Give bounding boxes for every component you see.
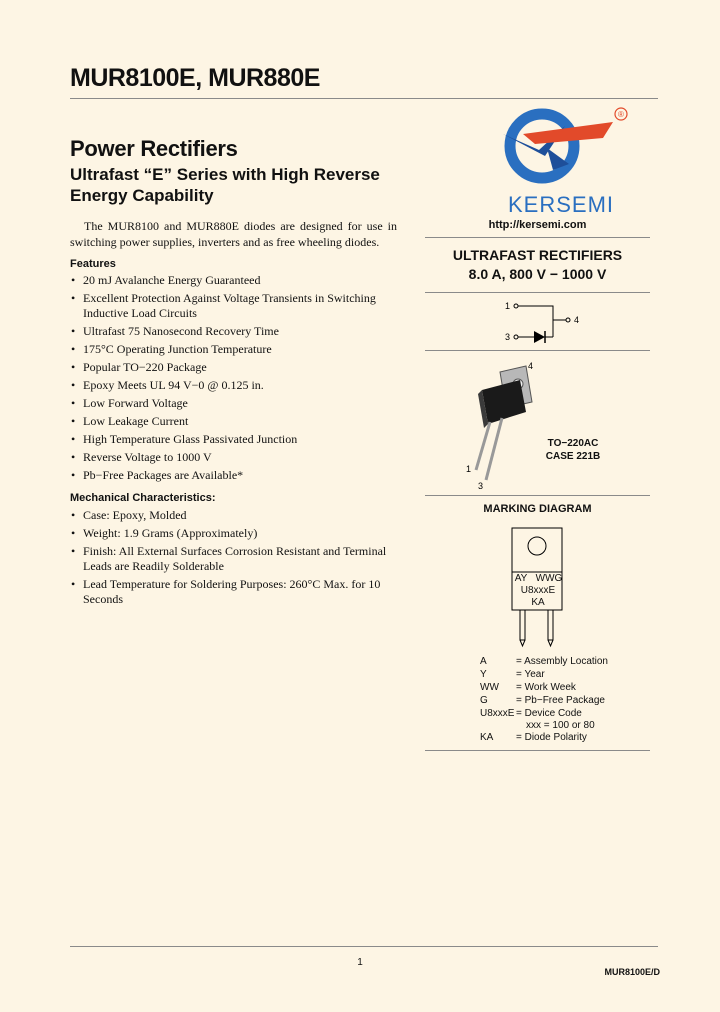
marking-lead-right <box>548 610 553 640</box>
document-id: MUR8100E/D <box>604 967 660 977</box>
mechanical-list <box>70 508 400 610</box>
pin-3-terminal <box>514 335 518 339</box>
legend-value: = Device Code <box>516 708 582 719</box>
to220-package-image <box>460 358 550 492</box>
package-body <box>482 380 526 424</box>
legend-key: Y <box>480 669 487 680</box>
registered-mark: ® <box>618 110 624 119</box>
mechanical-heading: Mechanical Characteristics: <box>70 492 216 504</box>
schematic-pin-1: 1 <box>504 301 510 311</box>
marking-diagram-title: MARKING DIAGRAM <box>483 503 592 515</box>
mechanical-item: • Lead Temperature for Soldering Purposes: 260°C Max. for 10 Seconds <box>70 577 400 607</box>
marking-wwg: WWG <box>535 573 563 584</box>
feature-item: • 175°C Operating Junction Temperature <box>70 342 400 357</box>
legend-value: = Diode Polarity <box>516 732 587 743</box>
website-link[interactable]: http://kersemi.com <box>488 219 587 231</box>
package-pin-3: 3 <box>478 481 484 491</box>
marking-device-code: U8xxxE <box>520 585 556 596</box>
mechanical-item: • Finish: All External Surfaces Corrosion Resistant and Terminal Leads are Readily Solderable <box>70 544 400 574</box>
package-pin-1: 1 <box>466 464 472 474</box>
document-title: MUR8100E, MUR880E <box>70 64 320 92</box>
marking-lead-left-tip <box>520 640 525 646</box>
footer-divider <box>70 946 658 947</box>
mechanical-item: • Case: Epoxy, Molded <box>70 508 400 523</box>
box-divider-2 <box>425 292 650 293</box>
marking-tab-hole <box>528 537 546 555</box>
package-name: TO−220AC <box>547 438 599 449</box>
box-divider-3 <box>425 350 650 351</box>
schematic-pin-3: 3 <box>504 332 510 342</box>
product-subtitle <box>70 164 400 206</box>
rectifier-rating: 8.0 A, 800 V − 1000 V <box>468 266 607 282</box>
marking-tab <box>512 528 562 572</box>
legend-value: = Pb−Free Package <box>516 695 605 706</box>
intro-paragraph: The MUR8100 and MUR880E diodes are designed for use in switching power supplies, inverters and as free wheeling diodes. <box>70 219 397 249</box>
brand-name: KERSEMI <box>507 192 615 216</box>
case-label <box>530 437 616 463</box>
box-divider-top <box>425 237 650 238</box>
mechanical-item: • Weight: 1.9 Grams (Approximately) <box>70 526 400 541</box>
rectifier-title <box>425 246 650 284</box>
page-number: 1 <box>357 957 363 968</box>
pin-4-terminal <box>566 318 570 322</box>
legend-value: = Assembly Location <box>516 656 608 667</box>
features-heading: Features <box>70 258 116 270</box>
cathode-wire <box>518 306 553 320</box>
schematic-pin-4: 4 <box>574 315 580 325</box>
product-title: Power Rectifiers <box>70 136 238 161</box>
package-pin-4: 4 <box>528 361 534 371</box>
logo-ring <box>510 114 574 178</box>
legend-key: KA <box>480 732 494 743</box>
legend-key: U8xxxE <box>480 708 515 719</box>
feature-item: • Pb−Free Packages are Available* <box>70 468 400 483</box>
rectifier-type: ULTRAFAST RECTIFIERS <box>452 247 623 263</box>
box-divider-bottom <box>425 750 650 751</box>
diode-symbol <box>534 331 545 343</box>
feature-item: • Excellent Protection Against Voltage Transients in Switching Inductive Load Circuits <box>70 291 400 321</box>
package-lead-1 <box>476 422 490 470</box>
legend-value: xxx = 100 or 80 <box>526 720 595 731</box>
feature-item: • 20 mJ Avalanche Energy Guaranteed <box>70 273 400 288</box>
subtitle-line-2: Energy Capability <box>70 186 214 205</box>
feature-item: • High Temperature Glass Passivated Junction <box>70 432 400 447</box>
legend-key: A <box>480 656 487 667</box>
title-divider <box>70 98 658 99</box>
box-divider-4 <box>425 495 650 496</box>
feature-item: • Popular TO−220 Package <box>70 360 400 375</box>
feature-item: • Epoxy Meets UL 94 V−0 @ 0.125 in. <box>70 378 400 393</box>
subtitle-line-1: Ultrafast “E” Series with High Reverse <box>70 165 380 184</box>
legend-value: = Work Week <box>516 682 576 693</box>
feature-item: • Ultrafast 75 Nanosecond Recovery Time <box>70 324 400 339</box>
features-list <box>70 273 400 486</box>
legend-value: = Year <box>516 669 545 680</box>
legend-key: G <box>480 695 488 706</box>
feature-item: • Low Forward Voltage <box>70 396 400 411</box>
legend-key: WW <box>480 682 499 693</box>
kersemi-logo <box>495 104 630 216</box>
marking-lead-right-tip <box>548 640 553 646</box>
feature-item: • Reverse Voltage to 1000 V <box>70 450 400 465</box>
pin-1-terminal <box>514 304 518 308</box>
marking-lead-left <box>520 610 525 640</box>
marking-polarity: KA <box>531 597 545 608</box>
diode-schematic <box>500 298 590 346</box>
marking-ay: AY <box>514 573 528 584</box>
feature-item: • Low Leakage Current <box>70 414 400 429</box>
case-number: CASE 221B <box>545 451 601 462</box>
